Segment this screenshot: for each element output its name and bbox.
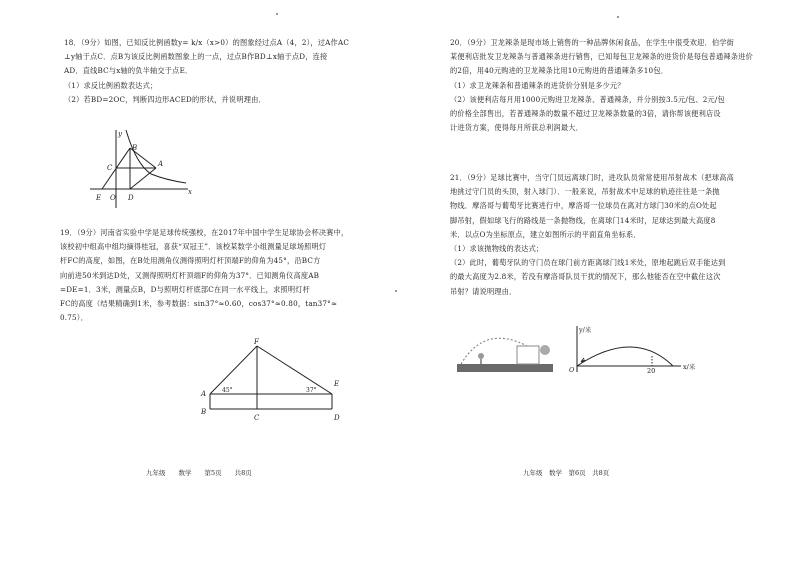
q21-line-7: （2）此时，葡萄牙队的守门员在球门前方距离球门线1米处，原地起跳后双手能达到: [450, 258, 726, 268]
q21-line-2: 地挑过守门员的头顶，射入球门）．一般来说，吊射战术中足球的轨迹往往是一条抛: [450, 187, 720, 197]
q21-line-9: 吊射？请说明理由．: [450, 286, 517, 296]
q20-line-7: 计进货方案，使得每月所获总利润最大．: [450, 123, 583, 133]
scan-speck: [276, 13, 278, 15]
q21-line-8: 的最大高度为2.8米，若没有摩洛哥队员干扰的情况下，那么他能否在空中截住这次: [450, 272, 721, 282]
angle-37-label: 37°: [306, 387, 317, 394]
field-ground: [457, 364, 553, 372]
q18-line-3: AD．直线BC与x轴的负半轴交于点E．: [64, 66, 193, 76]
q19-line-7: 0.75）．: [60, 313, 88, 323]
label-y: y/米: [579, 326, 592, 334]
player-icon: [478, 353, 484, 359]
question-20: [450, 36, 753, 135]
tick-20: 20: [647, 367, 656, 374]
label-y: y: [118, 130, 122, 138]
footer-left: 九年级 数学 第5页 共8页: [146, 469, 252, 477]
label-b: B: [201, 408, 207, 416]
goalkeeper-icon: [540, 345, 550, 355]
label-c: C: [254, 414, 260, 422]
label-a: A: [201, 390, 207, 398]
hyperbola-curve: [126, 130, 186, 183]
q21-line-5: 米．以点O为坐标原点，建立如图所示的平面直角坐标系．: [450, 229, 641, 239]
parabola-curve: [577, 347, 673, 366]
q20-line-1: 20．（9分）卫龙辣条是现市场上销售的一种品牌休闲食品，在学生中很受欢迎．伯学街: [450, 38, 735, 47]
sight-line-af: [210, 346, 257, 394]
q20-line-5: （2）该便利店每月用1000元购进卫龙辣条、普通辣条，并分别按3.5元/包、2元/包: [450, 94, 725, 104]
q21-line-6: （1）求该抛物线的表达式；: [450, 244, 544, 254]
q19-line-5: =DE=1．3米，测量点B，D与照明灯杆底部C在同一水平线上，求照明灯杆: [60, 284, 311, 294]
q19-line-6: FC的高度（结果精确到1米，参考数据：sin37°≈0.60，cos37°≈0.80，tan37°≈: [60, 299, 338, 309]
segment-ad: [130, 168, 156, 189]
football-illustration: [457, 330, 557, 374]
label-x: x/米: [683, 363, 696, 371]
question-21: [450, 171, 734, 299]
label-x: x: [188, 188, 192, 196]
angle-45-label: 45°: [222, 387, 233, 394]
q20-line-4: （1）求卫龙辣条和普通辣条的进货价分别是多少元？: [450, 80, 625, 90]
q18-line-4: （1）求反比例函数表达式；: [64, 80, 158, 90]
label-o: O: [569, 366, 575, 374]
q18-figure: [86, 128, 196, 210]
label-d: D: [334, 414, 340, 422]
question-18: [64, 36, 349, 107]
footer-right: 九年级 数学 第6页 共8页: [523, 469, 610, 477]
q21-line-3: 物线．摩洛哥与葡萄牙比赛进行中，摩洛哥一位球员在离对方球门30米的点O处起: [450, 201, 717, 211]
label-o: O: [110, 194, 116, 202]
q21-line-1: 21．（9分）足球比赛中，当守门员远离球门时，进攻队员常常使用吊射战术（把球高高: [450, 173, 735, 182]
label-c: C: [107, 164, 113, 172]
q19-figure: [196, 336, 346, 426]
question-19: [60, 226, 348, 325]
label-a: A: [158, 160, 164, 168]
scan-speck: [395, 290, 397, 292]
q21-line-4: 脚吊射，假如球飞行的路线是一条抛物线，在离球门14米时，足球达到最大高度8: [450, 215, 716, 225]
q20-line-6: 的价格全部售出，若普通辣条的数量不超过卫龙辣条数量的3倍，请你帮该便利店设: [450, 109, 721, 119]
right-page: [397, 0, 794, 561]
goal-frame: [517, 346, 539, 364]
q21-figure: [559, 322, 709, 374]
q19-line-3: 杆FC的高度，如图，在B处用测角仪测得照明灯杆顶端F的仰角为45°，沿BC方: [60, 256, 321, 266]
q18-line-1: 18．（9分）如图，已知反比例函数y= k/x（x>0）的图象经过点A（4，2），过A作AC: [64, 38, 350, 47]
q19-line-4: 向前进50米到达D处，又测得照明灯杆顶端F的仰角为37°．已知测角仪高度AB: [60, 270, 320, 280]
q19-line-2: 该校初中组高中组均摘得桂冠，喜获“双冠王”．该校某数学小组测量足球场照明灯: [60, 242, 327, 252]
sight-line-ef: [257, 346, 332, 394]
scan-speck: [617, 16, 619, 18]
q18-line-5: （2）若BD=2OC，判断四边形ACED的形状，并说明理由．: [64, 94, 266, 104]
q18-line-2: ⊥y轴于点C．点B为该反比例函数图象上的一点，过点B作BD⊥x轴于点D，连接: [64, 52, 328, 62]
label-e: E: [96, 194, 102, 202]
label-e: E: [334, 380, 340, 388]
q20-line-3: 的2倍，用40元购进的卫龙辣条比用10元购进的普通辣条多10包．: [450, 66, 669, 76]
q20-line-2: 某便利店批发卫龙辣条与普通辣条进行销售，已知每包卫龙辣条的进货价是每包普通辣条进价: [450, 52, 753, 62]
label-d: D: [128, 194, 134, 202]
q19-line-1: 19．（9分）河南省实验中学是足球传统强校，在2017年中国中学生足球协会杯决赛中，: [60, 228, 349, 237]
label-f: F: [254, 338, 259, 346]
label-b: B: [132, 144, 138, 152]
